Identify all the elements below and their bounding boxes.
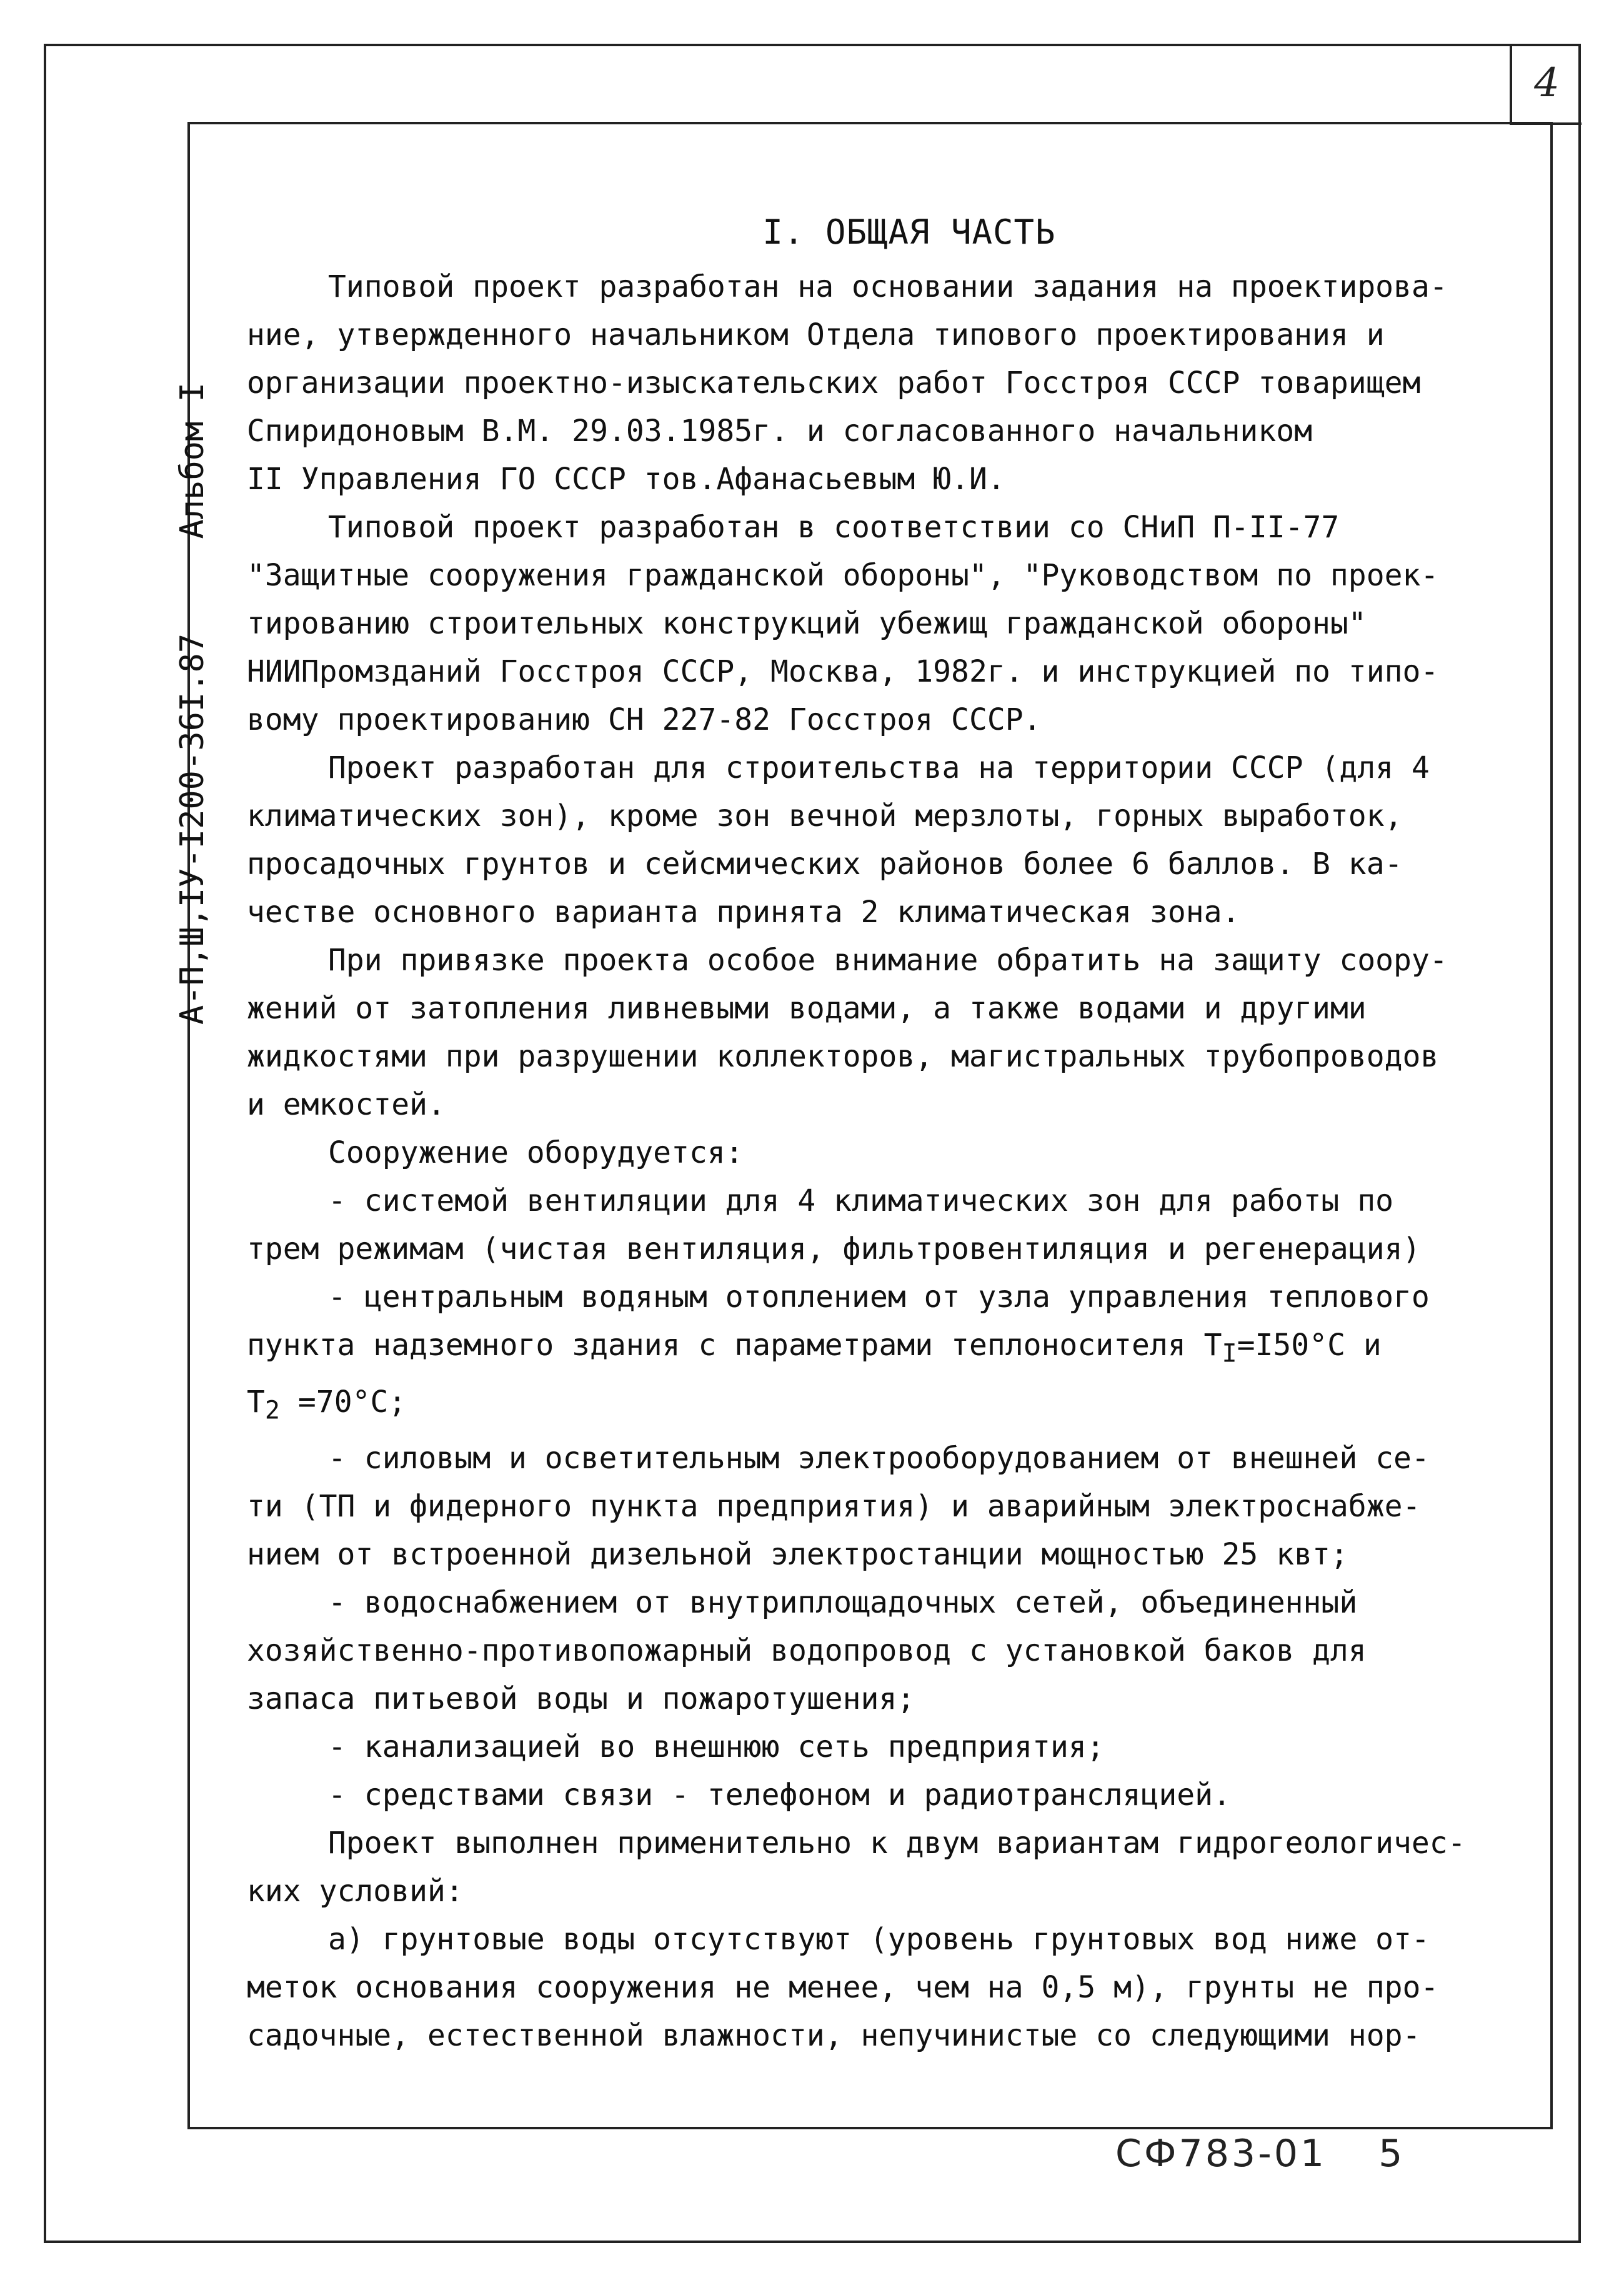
side-album: Альбом I [174,382,211,539]
text-line: - системой вентиляции для 4 климатических зон для работы по [328,1183,1394,1218]
sheet-number: 4 [1510,44,1582,125]
text-line: "Защитные сооружения гражданской обороны", "Руководством по проек- [247,558,1439,593]
document-body [247,212,1534,2060]
text-line: - средствами связи - телефоном и радиотрансляцией. [328,1778,1231,1813]
text-line: хозяйственно-противопожарный водопровод с установкой баков для [247,1633,1367,1669]
text-line: трем режимам (чистая вентиляция, фильтровентиляция и регенерация) [247,1231,1421,1266]
text-line: просадочных грунтов и сейсмических районов более 6 баллов. В ка- [247,847,1403,882]
stamp-code: СФ783-01 [1115,2132,1327,2176]
text-line: тированию строительных конструкций убежищ гражданской обороны" [247,606,1367,641]
body-text [247,263,1534,2060]
text-line: жений от затопления ливневыми водами, а также водами и другими [247,991,1367,1026]
text-line: нием от встроенной дизельной электростанции мощностью 25 квт; [247,1537,1348,1573]
text-line: ти (ТП и фидерного пункта предприятия) и аварийным электроснабже- [247,1489,1421,1525]
text-line: организации проектно-изыскательских работ Госстроя СССР товарищем [247,366,1421,400]
text-line: садочные, естественной влажности, непучинистые со следующими нор- [247,2018,1421,2054]
text-line: и емкостей. [247,1087,446,1122]
text-line: Проект выполнен применительно к двум вариантам гидрогеологичес- [328,1826,1466,1861]
text-line: запаса питьевой воды и пожаротушения; [247,1681,915,1717]
text-line: - силовым и осветительным электрооборудованием от внешней се- [328,1441,1430,1476]
text-line: - центральным водяным отоплением от узла управления теплового [328,1280,1430,1315]
text-line: а) грунтовые воды отсутствуют (уровень грунтовых вод ниже от- [328,1922,1430,1957]
text-line: Типовой проект разработан на основании задания на проектирова- [328,269,1448,304]
text-line: ние, утвержденного начальником Отдела типового проектирования и [247,317,1385,352]
document-stamp [1115,2132,1405,2176]
text-line: Типовой проект разработан в соответствии со СНиП П-II-77 [328,510,1340,545]
text-line: Сооружение оборудуется: [328,1135,744,1170]
text-line: - водоснабжением от внутриплощадочных сетей, объединенный [328,1585,1358,1621]
text-line: НИИПромзданий Госстроя СССР, Москва, 1982г. и инструкцией по типо- [247,654,1439,689]
text-line: При привязке проекта особое внимание обратить на защиту соору- [328,943,1448,978]
stamp-page: 5 [1378,2132,1405,2176]
side-code: А-П,Ш,IУ-I200-36I.87 [174,633,211,1025]
text-line: меток основания сооружения не менее, чем на 0,5 м), грунты не про- [247,1970,1439,2006]
text-line: - канализацией во внешнюю сеть предприятия; [328,1729,1105,1765]
text-line: $T_2 =70^\circ C$; [247,1384,407,1425]
side-label [174,382,211,1025]
text-line: II Управления ГО СССР тов.Афанасьевым Ю.И. [247,462,1005,497]
text-line: Спиридоновым В.М. 29.03.1985г. и согласованного начальником [247,414,1313,449]
text-line: жидкостями при разрушении коллекторов, магистральных трубопроводов [247,1039,1439,1074]
section-title: I. ОБЩАЯ ЧАСТЬ [762,212,1056,252]
text-line: вому проектированию СН 227-82 Госстроя СССР. [247,702,1042,737]
text-line: честве основного варианта принята 2 климатическая зона. [247,895,1240,930]
text-line: пункта надземного здания с параметрами теплоносителя $T_I=I50^\circ C$ и [247,1328,1382,1368]
text-line: ких условий: [247,1874,464,1909]
text-line: Проект разработан для строительства на территории СССР (для 4 [328,750,1430,785]
text-line: климатических зон), кроме зон вечной мерзлоты, горных выработок, [247,798,1403,833]
